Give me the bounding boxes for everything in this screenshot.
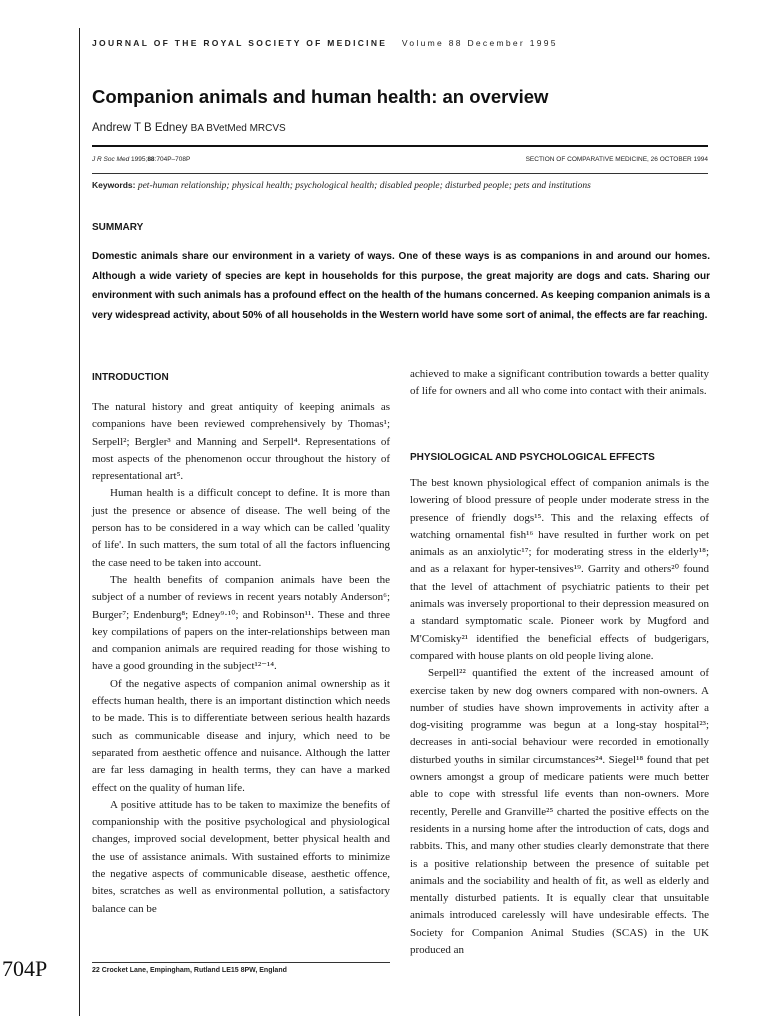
keywords-label: Keywords: [92, 180, 136, 190]
physio-paragraph-1: The best known physiological effect of companion animals is the lowering of blood pressure of people under moderate stress in the presence of friendly dogs¹⁵. This and the relaxing effects of watching ornamental fish¹⁶ have resulted in further work on pet animals as an anxiolytic¹⁷; for moderating stress in the elderly¹⁸; and as a relaxant for hyper-tensives¹⁹. Garrity and others²⁰ found that the level of attachment of psychiatric patients to their pet animals was inversely proportional to their depression measured on a standard symptomatic scale. Pioneer work by Mugford and M'Comisky²¹ identified the beneficial effects of budgerigars, compared with house plants on old people living alone. [410, 477, 709, 662]
summary-text: Domestic animals share our environment in a variety of ways. One of these ways is as companions in and around our homes. Although a wide variety of species are kept in households for this purpose, the great majority are dogs and cats. Sharing our environment with such animals has a profound effect on the health of the humans concerned. As keeping companion animals is a very widespread activity, about 50% of all households in the Western world have some sort of animal, the effects are far reaching. [92, 251, 710, 321]
introduction-heading: INTRODUCTION [92, 372, 169, 383]
intro-paragraph-3: The health benefits of companion animals have been the subject of a number of reviews in recent years notably Anderson⁶; Burger⁷; Endenburg⁸; Edney⁹·¹⁰; and Robinson¹¹. These and three key compilations of papers on the inter-relationships between man and companion animals are required reading for those wishing to have a good grounding in the subject¹²⁻¹⁴. [92, 573, 390, 673]
author-address: 22 Crocket Lane, Empingham, Rutland LE15 8PW, England [92, 967, 287, 974]
section-date: SECTION OF COMPARATIVE MEDICINE, 26 OCTOBER 1994 [525, 156, 708, 163]
intro-paragraph-4: Of the negative aspects of companion animal ownership as it effects human health, there is an important distinction which needs to be made. This is to differentiate between serious health hazards such as communicable disease and injury, which need to be separated from aesthetic offence and nuisance. Although the latter are far less damaging in health terms, they can have a marked effect on the quality of human life. [92, 677, 390, 794]
citation-divider [92, 173, 708, 174]
right-column [410, 475, 709, 959]
physio-paragraph-2: Serpell²² quantified the extent of the increased amount of exercise taken by new dog owners compared with non-owners. A number of studies have shown improvements in activity after a dog-visiting programme was begun at a long-stay hospital²³; decreases in anti-social behaviour were recorded in emotionally disturbed youths in similar circumstances²⁴. Siegel¹⁸ found that pet owners amongst a group of medicare patients were much better able to cope with stressful life events than non-owners. More recently, Perelle and Granville²⁵ charted the positive effects on the residents in a nursing home after the introduction of cats, dogs and rabbits. This, and many other studies clearly demonstrate that there is a positive relationship between the presence of suitable pet animals and the sociability and health of fit, as well as elderly and mentally disturbed patients. It is equally clear that unsuitable animals introduced carelessly will have undesirable effects. The Society for Companion Animal Studies (SCAS) in the UK produced an [410, 667, 709, 957]
journal-header [92, 38, 558, 48]
footer-divider [92, 962, 390, 963]
keywords-text: pet-human relationship; physical health; psychological health; disabled people; disturbed people; pets and institutions [137, 181, 591, 191]
citation-volume: 88 [147, 156, 155, 163]
citation [92, 156, 190, 163]
article-title: Companion animals and human health: an overview [92, 86, 549, 107]
author-name: Andrew T B Edney [92, 122, 188, 134]
author-qualifications: BA BVetMed MRCVS [190, 123, 286, 134]
volume-date: Volume 88 December 1995 [401, 38, 558, 48]
citation-year: 1995; [131, 156, 148, 163]
keywords [92, 180, 708, 191]
page-number: 704P [2, 956, 48, 981]
intro-paragraph-1: The natural history and great antiquity of keeping animals as companions have been reviewed comprehensively by Thomas¹; Serpell²; Bergler³ and Manning and Serpell⁴. Representations of most aspects of the phenomenon occur throughout the history of representational art⁵. [92, 401, 390, 483]
continuation-paragraph: achieved to make a significant contribution towards a better quality of life for owners and all who come into contact with their animals. [410, 368, 709, 398]
summary-heading: SUMMARY [92, 222, 144, 233]
citation-journal: J R Soc Med [92, 156, 130, 163]
physiological-heading: PHYSIOLOGICAL AND PSYCHOLOGICAL EFFECTS [410, 452, 655, 463]
right-column-top [410, 366, 709, 401]
margin-rule [79, 28, 80, 1016]
author-line [92, 122, 286, 134]
left-column [92, 399, 390, 918]
intro-paragraph-5: A positive attitude has to be taken to maximize the benefits of companionship with the positive psychological and physiological changes, improved social development, better physical health and the use of assistance animals. With sustained efforts to minimize the negative aspects of communicable disease, aesthetic offence, bites, scratches as well as environmental pollution, a satisfactory balance can be [92, 798, 390, 915]
title-divider [92, 145, 708, 147]
citation-pages: :704P–708P [154, 156, 191, 163]
journal-name: JOURNAL OF THE ROYAL SOCIETY OF MEDICINE [92, 38, 388, 48]
intro-paragraph-2: Human health is a difficult concept to define. It is more than just the presence or absence of disease. The well being of the person has to be considered in a way which can be called 'quality of life'. In such matters, the sum total of all the factors influencing the case need to be taken into account. [92, 487, 390, 569]
